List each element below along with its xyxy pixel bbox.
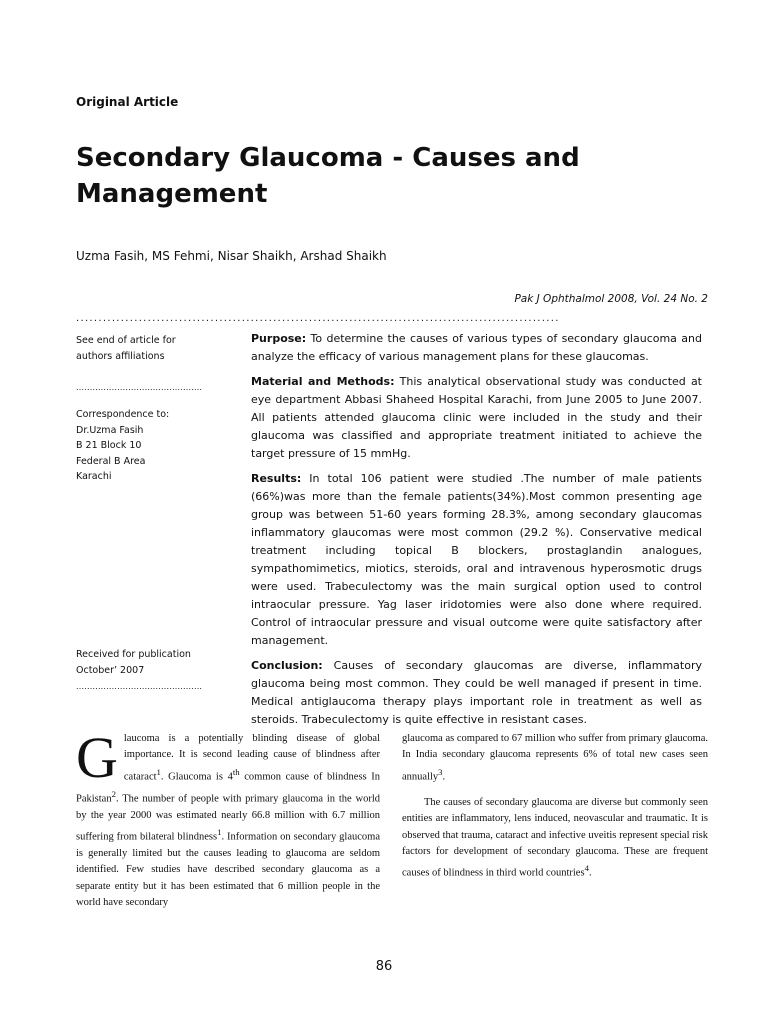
body-column-left <box>76 725 380 912</box>
citation-ref: 1 <box>217 827 222 838</box>
methods-text: This analytical observational study was conducted at eye department Abbasi Shaheed Hospital Karachi, from June 2005 to June 2007. All patients attended glaucoma clinic were included in the study and their glaucoma was classified and appropriate treatment initiated to achieve the target pressure of 15 mmHg. <box>251 375 702 460</box>
sidebar-rule: .............................................. <box>76 383 203 392</box>
article-title: Secondary Glaucoma - Causes and Management <box>76 143 580 209</box>
abstract-results <box>251 470 702 650</box>
body-text: . <box>588 867 592 879</box>
purpose-text: To determine the causes of various types of secondary glaucoma and analyze the efficacy of various management plans for these glaucomas. <box>251 332 702 363</box>
results-label: Results: <box>251 472 302 485</box>
received-line: October’ 2007 <box>76 664 145 676</box>
abstract-methods <box>251 373 702 463</box>
drop-cap: G <box>76 725 118 790</box>
affiliations-note <box>76 333 226 364</box>
article-type-label: Original Article <box>76 95 179 109</box>
body-column-right <box>402 731 708 882</box>
purpose-label: Purpose: <box>251 332 307 345</box>
results-text: In total 106 patient were studied .The number of male patients (66%)was more than the female patients(34%).Most common presenting age group was between 51-60 years forming 28.3%, among secondary glaucomas inflammatory glaucomas were most common (29.2 %). Conservative medical treatment including topical B blockers, prostaglandin analogues, sympathomimetics, miotics, steroids, oral and intravenous hyperosmotic drugs were used. Trabeculectomy was the main surgical option used to control intraocular pressure. Yag laser iridotomies were also done where required. Control of intraocular pressure and visual outcome were quite satisfactory after management. <box>251 472 702 647</box>
correspondence-block <box>76 407 226 485</box>
correspondence-heading: Correspondence to: <box>76 409 170 420</box>
affiliations-note-line: authors affiliations <box>76 350 165 362</box>
conclusion-text: Causes of secondary glaucomas are diverse, inflammatory glaucoma being most common. They could be well managed if present in time. Medical antiglaucoma therapy plays important role in treatment as well as steroids. Trabeculectomy is quite effective in resistant cases. <box>251 659 702 726</box>
correspondence-line: Dr.Uzma Fasih <box>76 424 144 436</box>
dotted-divider: ............................................................................................................ <box>76 313 560 324</box>
body-text: The causes of secondary glaucoma are diverse but commonly seen entities are inflammatory, lens induced, neovascular and traumatic. It is observed that trauma, cataract and infective uveitis represent special risk factors for development of secondary glaucoma. These are frequent causes of blindness in third world countries <box>402 796 708 879</box>
ordinal-suffix: th <box>232 766 240 777</box>
body-text: glaucoma as compared to 67 million who suffer from primary glaucoma. In India secondary glaucoma represents 6% of total new cases seen annually <box>402 733 708 783</box>
citation-ref: 4 <box>584 863 589 874</box>
correspondence-line: B 21 Block 10 <box>76 440 142 451</box>
conclusion-label: Conclusion: <box>251 659 323 672</box>
citation-ref: 3 <box>438 766 443 777</box>
correspondence-line: Karachi <box>76 471 112 482</box>
received-line: Received for publication <box>76 649 191 660</box>
body-text: common cause of blindness In Pakistan <box>76 771 380 805</box>
body-paragraph-continued <box>402 731 708 786</box>
page-number: 86 <box>375 959 393 974</box>
methods-label: Material and Methods: <box>251 375 395 388</box>
citation-ref: 1 <box>156 766 161 777</box>
author-list: Uzma Fasih, MS Fehmi, Nisar Shaikh, Arshad Shaikh <box>76 249 387 263</box>
body-text: . The number of people with primary glaucoma in the world by the year 2000 was estimated nearly 66.8 million with 6.7 million suffering from bilateral blindness <box>76 793 380 843</box>
abstract-purpose <box>251 330 702 366</box>
correspondence-line: Federal B Area <box>76 455 146 467</box>
abstract <box>251 330 702 736</box>
body-text: . Glaucoma is 4 <box>160 771 233 783</box>
sidebar-rule: .............................................. <box>76 682 203 691</box>
affiliations-note-line: See end of article for <box>76 335 176 346</box>
journal-citation: Pak J Ophthalmol 2008, Vol. 24 No. 2 <box>514 293 708 305</box>
body-text: laucoma is a potentially blinding disease of global importance. It is second leading cause of blindness after cataract <box>123 733 380 783</box>
received-block <box>76 647 226 678</box>
citation-ref: 2 <box>111 788 116 799</box>
body-text: . <box>442 771 446 783</box>
abstract-conclusion <box>251 657 702 729</box>
intro-paragraph <box>76 725 380 912</box>
body-text: . Information on secondary glaucoma is generally limited but the causes leading to glaucoma are seldom identified. Few studies have described secondary glaucoma as a separate entity but it has been estimated that 6 million people in the world have secondary <box>76 831 380 909</box>
body-paragraph <box>402 795 708 883</box>
